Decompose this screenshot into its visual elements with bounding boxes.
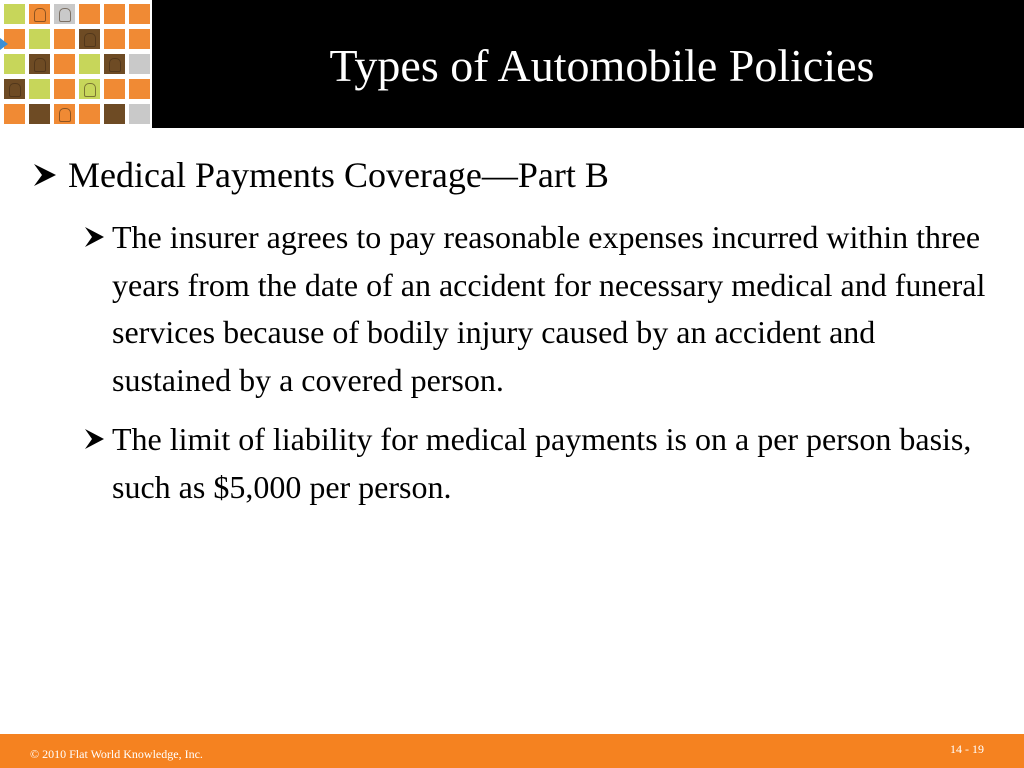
logo-tile [79,104,100,124]
logo-tile [129,79,150,99]
logo-tile [79,79,100,99]
logo-tile [129,4,150,24]
person-figure-icon [9,83,21,97]
person-figure-icon [34,8,46,22]
bullet-level2-item [82,214,1000,404]
logo-tile [29,54,50,74]
logo-tile-grid [4,4,150,126]
blue-triangle-icon [0,38,8,50]
person-figure-icon [84,33,96,47]
logo-tile [104,104,125,124]
logo-tile [54,29,75,49]
bullet-level1-text: Medical Payments Coverage—Part B [68,155,609,195]
logo-tile [29,79,50,99]
person-figure-icon [84,83,96,97]
arrowhead-bullet-icon [82,416,110,463]
logo-tile [4,79,25,99]
logo-tile [104,79,125,99]
title-bar [0,0,1024,128]
logo-tile [4,54,25,74]
logo-tile [54,4,75,24]
logo-tile [54,104,75,124]
logo-tile [29,4,50,24]
footer-bar [0,734,1024,768]
logo-tile [4,104,25,124]
page-number: 14 - 19 [950,742,984,756]
person-figure-icon [109,58,121,72]
arrowhead-bullet-icon [82,214,110,261]
logo-tile [29,104,50,124]
logo-tile [129,29,150,49]
logo-mosaic [0,0,152,128]
logo-tile [4,4,25,24]
copyright-text: © 2010 Flat World Knowledge, Inc. [30,747,203,761]
arrowhead-bullet-icon [30,152,62,198]
bullet-level2-item [82,416,1000,511]
logo-tile [79,54,100,74]
logo-tile [104,54,125,74]
logo-tile [54,79,75,99]
logo-tile [104,29,125,49]
slide-body [30,152,1000,511]
logo-tile [129,54,150,74]
logo-tile [54,54,75,74]
person-figure-icon [59,8,71,22]
bullet-level2-text: The insurer agrees to pay reasonable expenses incurred within three years from the date of an accident for necessary medical and funeral services because of bodily injury caused by an accident and sustained by a covered person. [112,219,986,398]
person-figure-icon [59,108,71,122]
bullet-level1 [30,152,1000,198]
logo-tile [29,29,50,49]
person-figure-icon [34,58,46,72]
bullet-level2-text: The limit of liability for medical payments is on a per person basis, such as $5,000 per person. [112,421,972,505]
logo-tile [129,104,150,124]
logo-tile [79,29,100,49]
logo-tile [104,4,125,24]
logo-tile [79,4,100,24]
slide-title: Types of Automobile Policies [329,40,875,91]
